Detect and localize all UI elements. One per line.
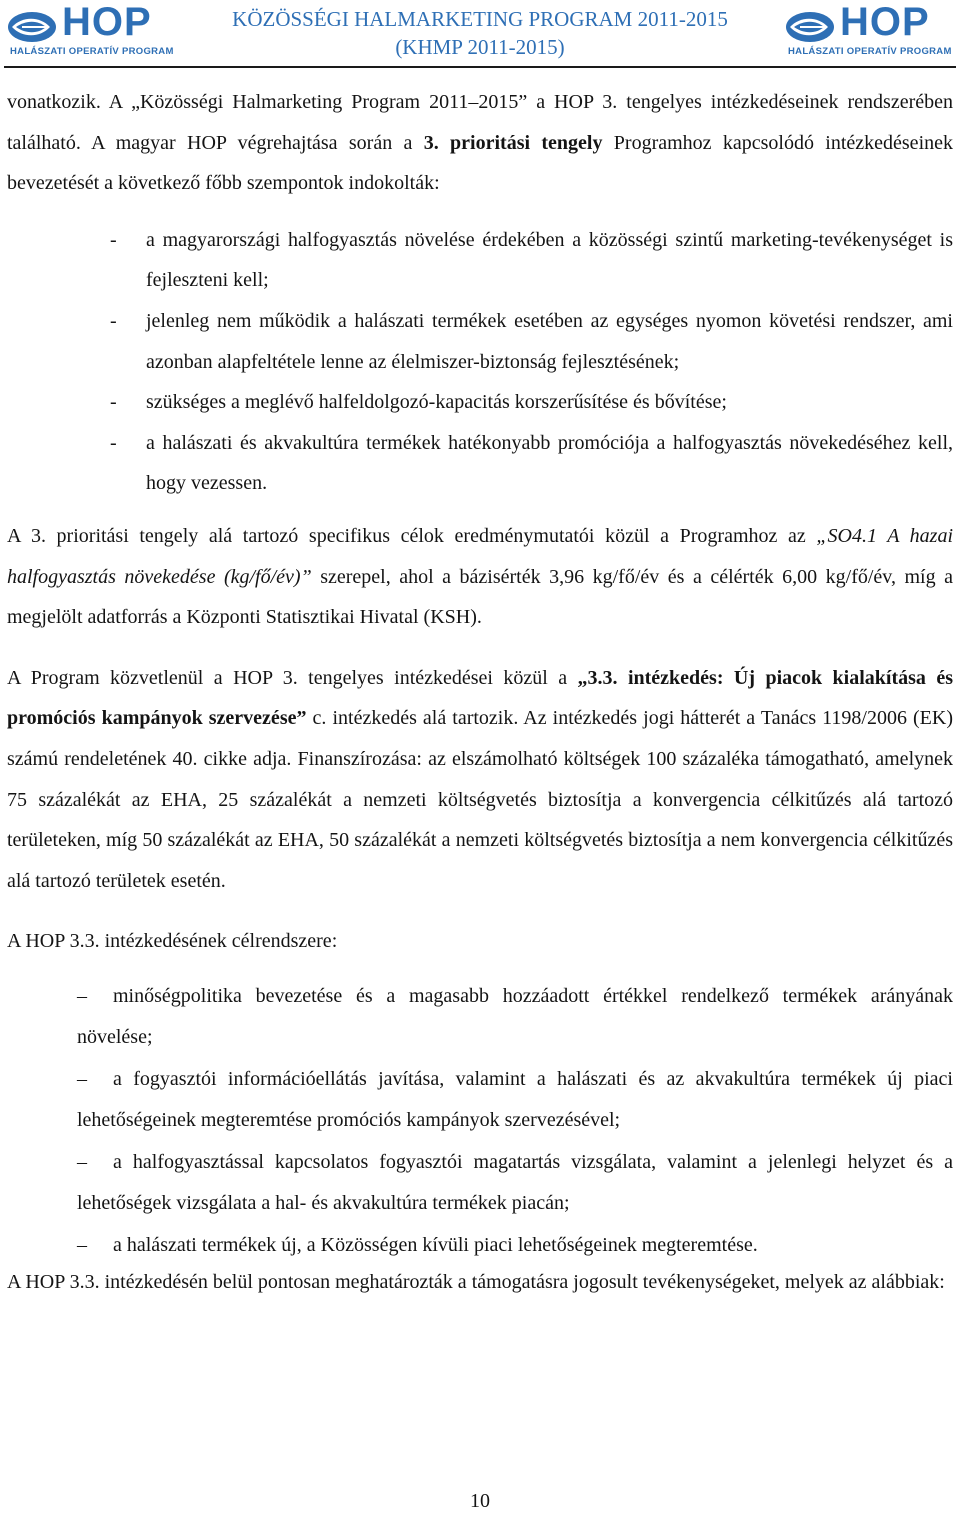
list-item: – a halászati termékek új, a Közösségen kívüli piaci lehetőségeinek megteremtése.	[77, 1233, 758, 1256]
list-item: - jelenleg nem működik a halászati termékek esetében az egységes nyomon követési rendszer, ami azonban alapfeltétele lenne az élelmiszer-biztonság fejlesztésének;	[110, 309, 953, 373]
goals-heading: A HOP 3.3. intézkedésének célrendszere:	[7, 930, 338, 953]
logo-subtitle: HALÁSZATI OPERATÍV PROGRAM	[10, 46, 174, 57]
document-body	[7, 82, 953, 1296]
fish-logo-icon	[6, 10, 58, 44]
indicator-paragraph: A 3. prioritási tengely alá tartozó specifikus célok eredménymutatói közül a Programhoz az „SO4.1 A hazai halfogyasztás növekedése (kg/fő/év)” szerepel, ahol a bázisérték 3,96 kg/fő/év és a célérték 6,00 kg/fő/év, míg a megjelölt adatforrás a Központi Statisztikai Hivatal (KSH).	[7, 524, 953, 629]
measure-paragraph: A Program közvetlenül a HOP 3. tengelyes intézkedései közül a „3.3. intézkedés: Új piacok kialakítása és promóciós kampányok szervezése” c. intézkedés alá tartozik. Az intézkedés jogi hátterét a Tanács 1198/2006 (EK) számú rendeletének 40. cikke adja. Finanszírozása: az elszámolható költségek 100 százaléka támogatható, amelynek 75 százalékát az EHA, 25 százalékát a nemzeti költségvetés biztosítja a konvergencia célkitűzés alá tartozó területeken, míg 50 százalékát az EHA, 50 százalékát a nemzeti költségvetés biztosítja a nem konvergencia célkitűzés alá tartozó területek esetén.	[7, 666, 954, 892]
hop-logo-right	[782, 0, 957, 57]
fish-logo-icon	[784, 10, 836, 44]
page-number: 10	[470, 1490, 490, 1512]
list-item: - a magyarországi halfogyasztás növelése érdekében a közösségi szintű marketing-tevékenységet is fejleszteni kell;	[110, 228, 953, 292]
measure-title-bold: „3.3. intézkedés: Új piacok kialakítása és promóciós kampányok szervezése”	[7, 666, 953, 730]
list-item: - szükséges a meglévő halfeldolgozó-kapacitás korszerűsítése és bővítése;	[110, 391, 727, 414]
indicator-name-italic: „SO4.1 A hazai halfogyasztás növekedése (kg/fő/év)”	[7, 524, 953, 588]
priority-axis-bold: 3. prioritási tengely	[423, 131, 603, 154]
intro-paragraph: vonatkozik. A „Közösségi Halmarketing Program 2011–2015” a HOP 3. tengelyes intézkedéseinek rendszerében található. A magyar HOP végrehajtása során a 3. prioritási tengely Programhoz kapcsolódó intézkedéseinek bevezetését a következő főbb szempontok indokolták:	[7, 91, 953, 195]
document-title	[190, 5, 770, 61]
list-item: - a halászati és akvakultúra termékek hatékonyabb promóciója a halfogyasztás növekedéséhez kell, hogy vezessen.	[110, 431, 953, 495]
reasons-list	[7, 220, 953, 504]
title-line-1: KÖZÖSSÉGI HALMARKETING PROGRAM 2011-2015	[232, 7, 728, 31]
logo-wordmark: HOP	[840, 0, 930, 44]
goals-list	[7, 976, 953, 1267]
logo-subtitle: HALÁSZATI OPERATÍV PROGRAM	[788, 46, 952, 57]
hop-logo-left	[4, 0, 179, 57]
logo-wordmark: HOP	[62, 0, 152, 44]
list-item: – a halfogyasztással kapcsolatos fogyasztói magatartás vizsgálata, valamint a jelenlegi helyzet és a lehetőségek vizsgálata a hal- és akvakultúra termékek piacán;	[77, 1150, 953, 1215]
closing-paragraph: A HOP 3.3. intézkedésén belül pontosan meghatározták a támogatásra jogosult tevékenységeket, melyek az alábbiak:	[7, 1271, 945, 1294]
list-item: – a fogyasztói információellátás javítása, valamint a halászati és az akvakultúra termékek új piaci lehetőségeinek megteremtése promóciós kampányok szervezésével;	[77, 1067, 953, 1132]
list-item: – minőségpolitika bevezetése és a magasabb hozzáadott értékkel rendelkező termékek arányának növelése;	[77, 984, 953, 1049]
title-line-2: (KHMP 2011-2015)	[395, 35, 565, 59]
page-header	[0, 0, 960, 70]
header-divider	[4, 66, 956, 68]
